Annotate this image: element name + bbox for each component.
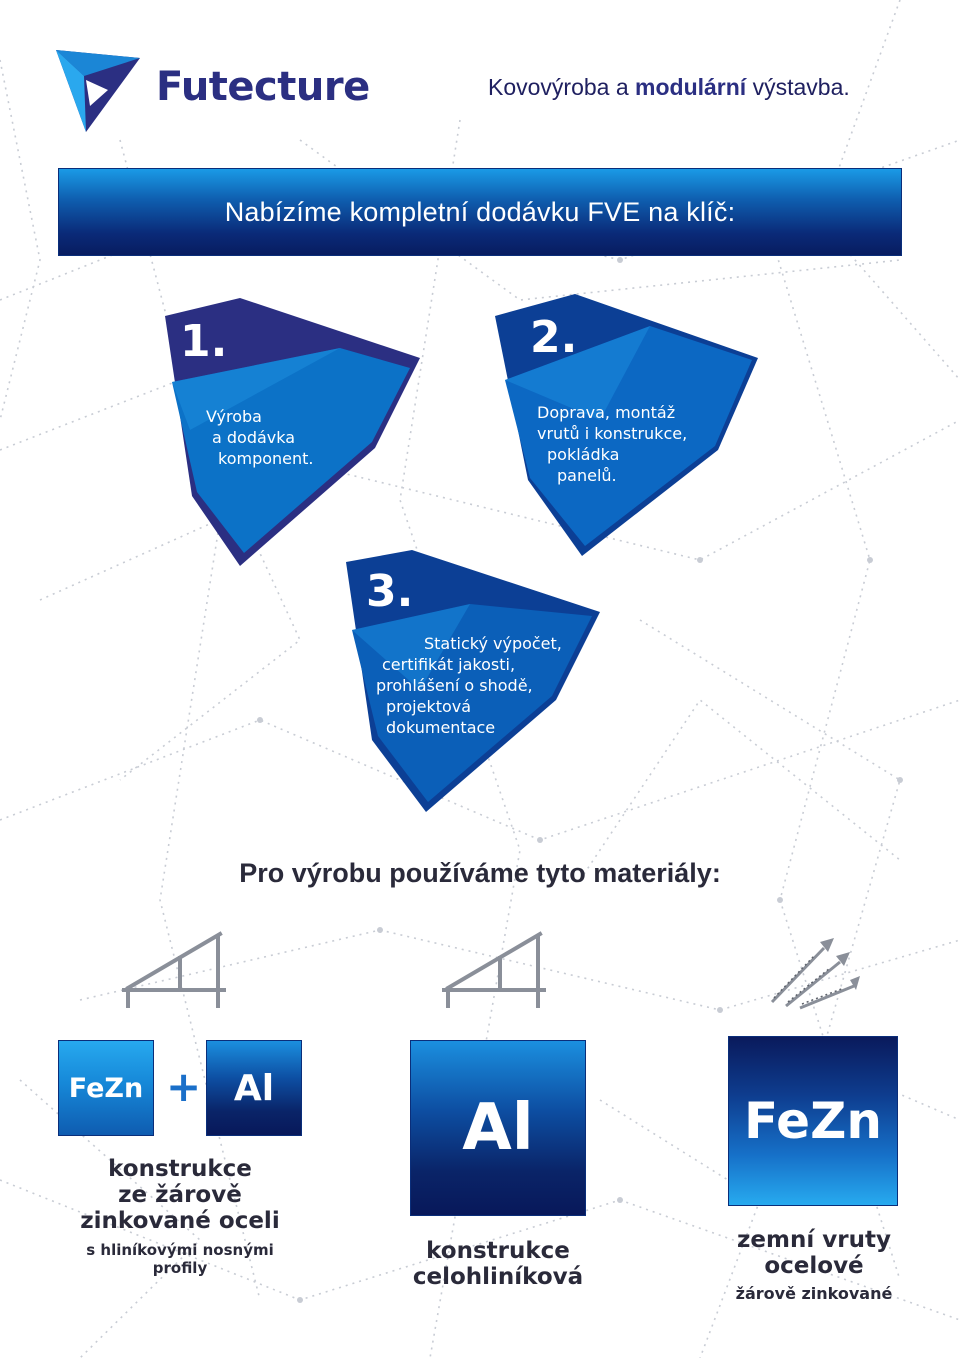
- material-3-title: [694, 1227, 934, 1279]
- step-2-line: panelů.: [557, 466, 617, 485]
- materials-heading: Pro výrobu používáme tyto materiály:: [239, 858, 721, 888]
- step-2-number: 2.: [530, 312, 578, 363]
- material-3-title-line: ocelové: [764, 1253, 864, 1279]
- ground-screws-icon: [764, 936, 860, 1012]
- material-3-subtitle: [694, 1285, 934, 1303]
- step-1-text: [206, 406, 314, 469]
- material-tile-fezn: FeZn: [58, 1040, 154, 1136]
- step-1-number: 1.: [180, 316, 228, 367]
- step-1-line: komponent.: [218, 449, 314, 468]
- material-tile-fezn-large: FeZn: [728, 1036, 898, 1206]
- step-3-line: projektová: [386, 697, 472, 716]
- step-2-line: Doprava, montáž: [537, 403, 676, 422]
- step-1-line: a dodávka: [212, 428, 296, 447]
- step-3-line: certifikát jakosti,: [382, 655, 516, 674]
- steps-shapes: [0, 280, 960, 840]
- step-3-number: 3.: [366, 566, 414, 617]
- step-3-line: prohlášení o shodě,: [376, 676, 533, 695]
- offer-banner: [58, 168, 902, 256]
- material-2-title-line: konstrukce: [426, 1238, 570, 1264]
- brand-name: Futecture: [156, 64, 370, 110]
- material-tile-al-large: Al: [410, 1040, 586, 1216]
- banner-text: Nabízíme kompletní dodávku FVE na klíč:: [224, 196, 736, 227]
- material-2-title-line: celohliníková: [412, 1264, 584, 1290]
- step-2-line: pokládka: [547, 445, 620, 464]
- material-1-title: [60, 1156, 300, 1234]
- material-tile-al: Al: [206, 1040, 302, 1136]
- step-3-text: [376, 633, 562, 738]
- tagline-text: Kovovýroba a: [488, 74, 636, 100]
- step-2-text: [537, 402, 687, 486]
- material-1-subtitle: [60, 1241, 300, 1277]
- tagline-text-end: výstavba.: [746, 74, 850, 100]
- step-3-line: dokumentace: [386, 718, 496, 737]
- material-2-title: [378, 1238, 618, 1290]
- material-3-subtitle-line: žárově zinkované: [735, 1284, 893, 1303]
- material-1-subtitle-line: s hliníkovými nosnými: [86, 1241, 274, 1259]
- material-1-title-line: konstrukce: [108, 1156, 252, 1182]
- mounting-frame-icon: [440, 928, 552, 1008]
- step-3-line: Statický výpočet,: [424, 634, 562, 653]
- material-1-subtitle-line: profily: [152, 1259, 208, 1277]
- material-1-title-line: zinkované oceli: [80, 1208, 280, 1234]
- material-1-title-line: ze žárově: [118, 1182, 242, 1208]
- futecture-logo-icon: [56, 50, 140, 134]
- tagline: [488, 74, 850, 101]
- tagline-accent: modulární: [635, 74, 747, 100]
- mounting-frame-icon: [120, 928, 232, 1008]
- step-2-line: vrutů i konstrukce,: [537, 424, 688, 443]
- material-3-title-line: zemní vruty: [737, 1227, 891, 1253]
- step-1-line: Výroba: [206, 407, 262, 426]
- plus-icon: +: [166, 1062, 202, 1111]
